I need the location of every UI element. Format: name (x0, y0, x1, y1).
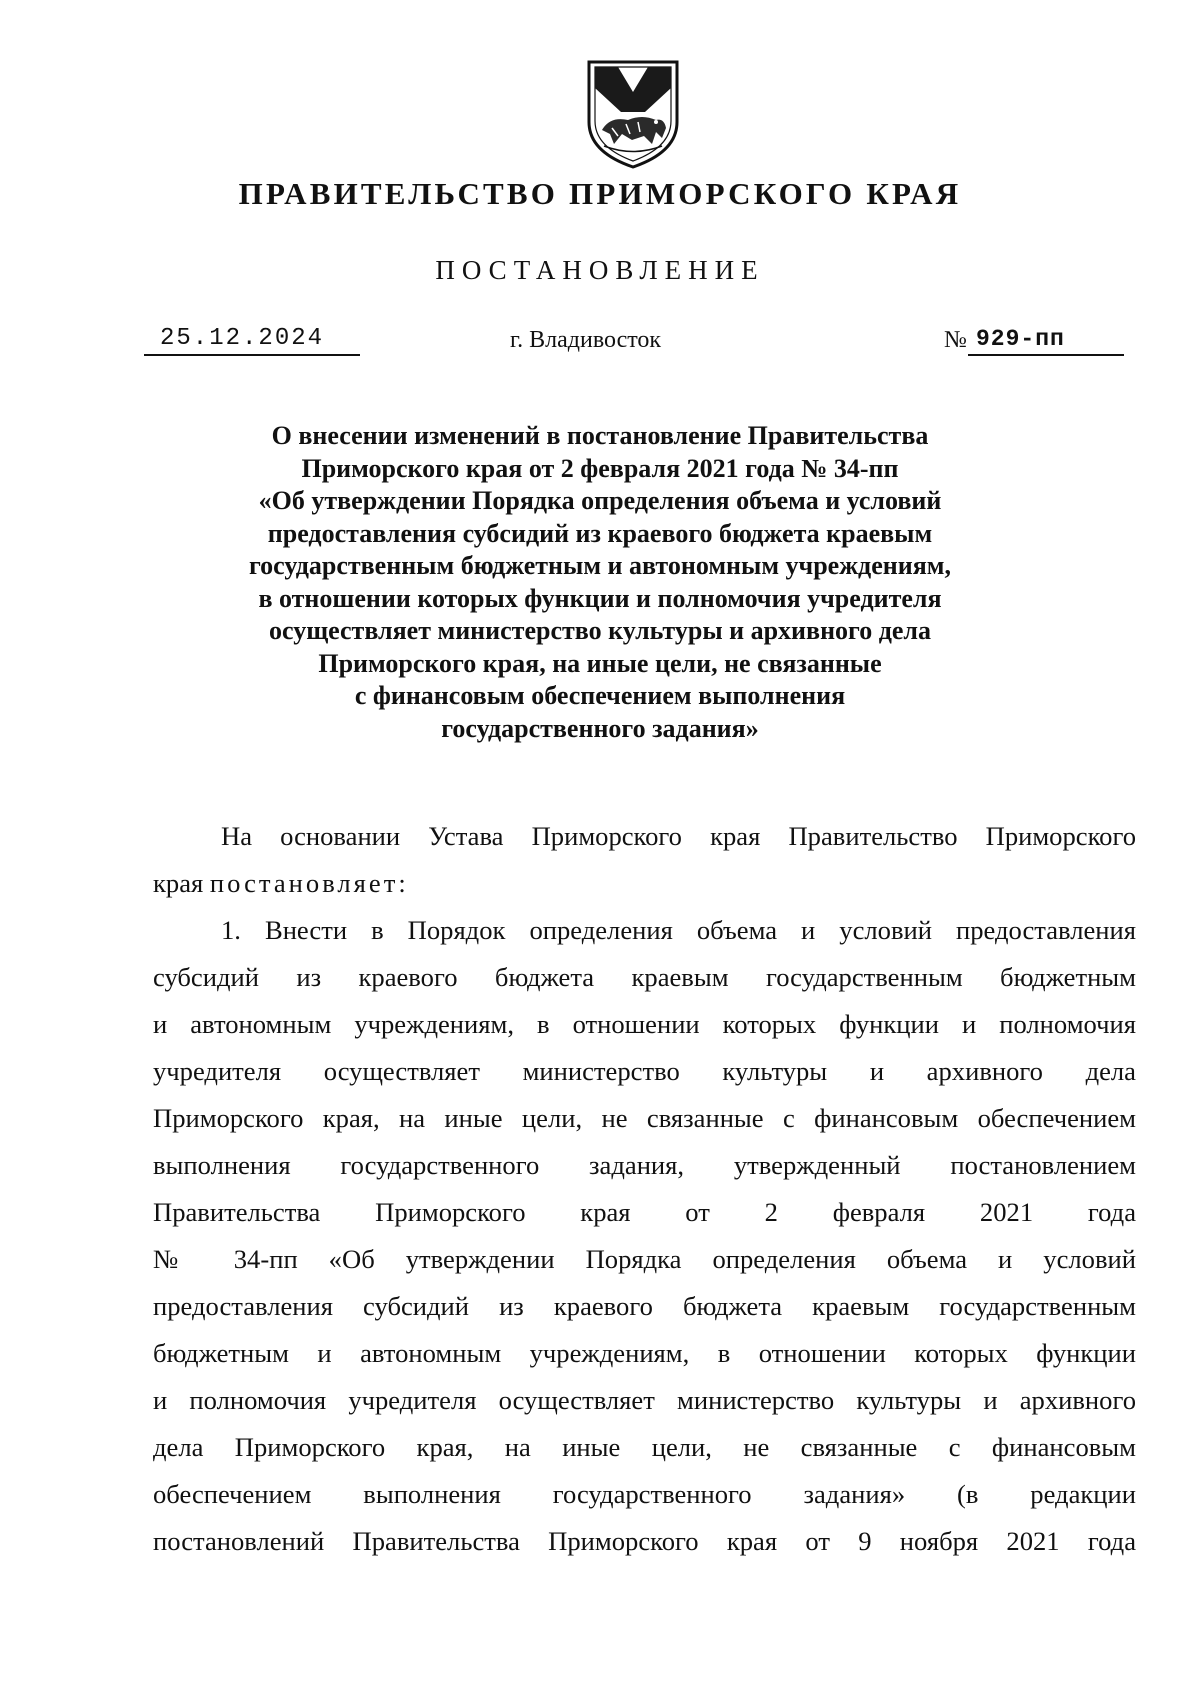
document-date: 25.12.2024 (144, 324, 360, 356)
body-line: На основании Устава Приморского края Правительство Приморского (221, 821, 1136, 851)
heading-line: «Об утверждении Порядка определения объема и условий (258, 486, 942, 515)
document-number: 929-пп (968, 324, 1124, 356)
body-line: № 34-пп «Об утверждении Порядка определения объема и условий (153, 1244, 1136, 1274)
document-city: г. Владивосток (510, 327, 662, 353)
body-line-resolves (153, 860, 1136, 907)
body-line: Приморского края, на иные цели, не связанные с финансовым обеспечением (153, 1103, 1136, 1133)
coat-of-arms-icon (584, 58, 682, 170)
body-line: постановлений Правительства Приморского края от 9 ноября 2021 года (153, 1526, 1136, 1556)
body-line: и полномочия учредителя осуществляет министерство культуры и архивного (153, 1385, 1136, 1415)
heading-line: с финансовым обеспечением выполнения (354, 681, 846, 710)
body-line: и автономным учреждениям, в отношении которых функции и полномочия (153, 1009, 1136, 1039)
body-line: учредителя осуществляет министерство культуры и архивного дела (153, 1056, 1136, 1086)
number-sign: № (944, 327, 967, 353)
body-text: края (153, 868, 204, 898)
heading-line: предоставления субсидий из краевого бюджета краевым (267, 518, 933, 548)
body-line: предоставления субсидий из краевого бюджета краевым государственным (153, 1291, 1136, 1321)
heading-line: осуществляет министерство культуры и архивного дела (269, 616, 931, 645)
body-line: бюджетным и автономным учреждениям, в отношении которых функции (153, 1338, 1136, 1368)
heading-line: Приморского края, на иные цели, не связанные (318, 648, 882, 678)
body-line: 1. Внести в Порядок определения объема и условий предоставления (221, 915, 1136, 945)
body-line: Правительства Приморского края от 2 февраля 2021 года (153, 1197, 1136, 1227)
heading-line: О внесении изменений в постановление Правительства (271, 421, 929, 450)
heading-line: государственного задания» (441, 713, 759, 743)
body-line: обеспечением выполнения государственного задания» (в редакции (153, 1479, 1136, 1509)
heading-line: государственным бюджетным и автономным учреждениям, (249, 551, 951, 580)
body-line: выполнения государственного задания, утвержденный постановлением (153, 1150, 1136, 1180)
body-line: субсидий из краевого бюджета краевым государственным бюджетным (153, 962, 1136, 992)
document-heading (190, 420, 1010, 745)
body-line: дела Приморского края, на иные цели, не связанные с финансовым (153, 1432, 1136, 1462)
document-body (153, 813, 1136, 1565)
document-type: ПОСТАНОВЛЕНИЕ (435, 255, 765, 285)
organization-title: ПРАВИТЕЛЬСТВО ПРИМОРСКОГО КРАЯ (238, 176, 962, 211)
resolves-word: постановляет: (209, 868, 409, 898)
heading-line: Приморского края от 2 февраля 2021 года № 34-пп (301, 453, 899, 483)
heading-line: в отношении которых функции и полномочия учредителя (258, 583, 942, 613)
